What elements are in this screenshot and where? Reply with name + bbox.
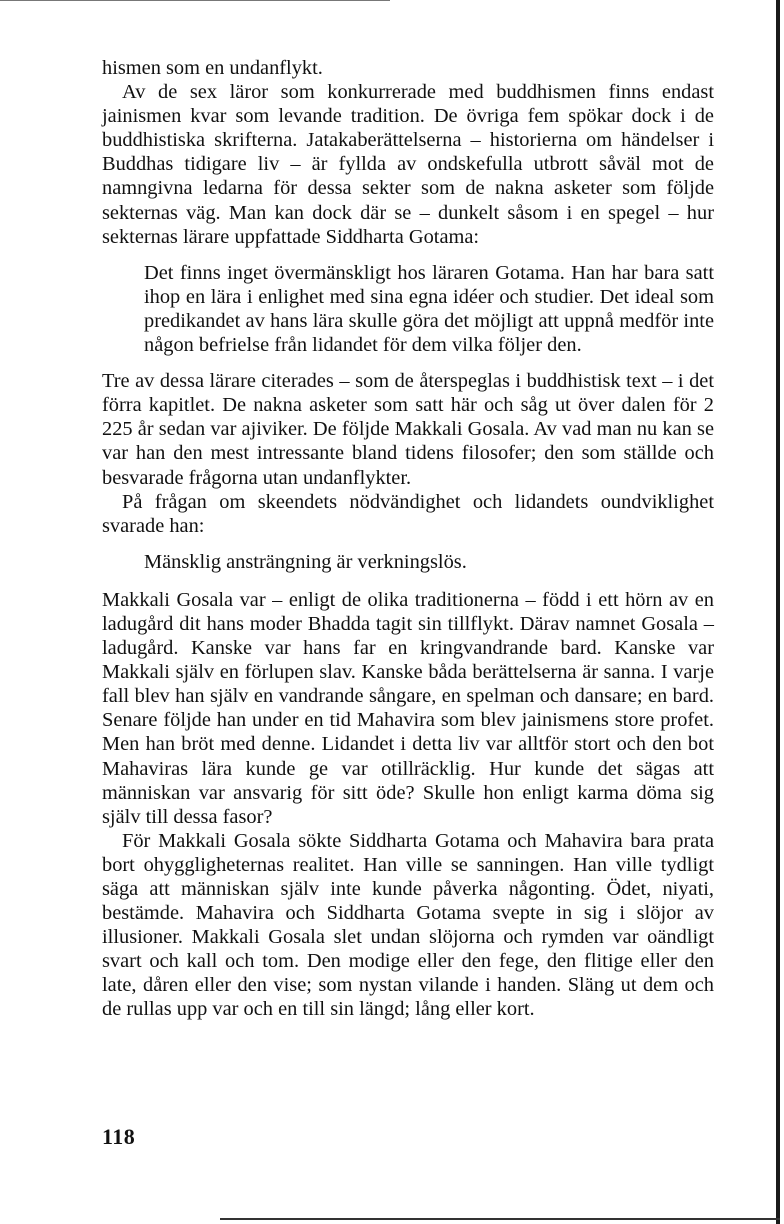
page-right-edge: [776, 0, 780, 1224]
paragraph-question: På frågan om skeendets nödvändighet och lidandets oundviklighet svarade han:: [102, 490, 714, 537]
paragraph-six-teachings: Av de sex läror som konkurrerade med buddhismen finns endast jainismen kvar som levande tradition. De övriga fem spökar dock i de buddhistiska skrifterna. Jatakaberättelserna – historierna om händelser i Buddhas tidigare liv – är fyllda av ondskefulla utbrott såväl mot de namngivna ledarna för dessa sekter som de nakna asketer som följde sekternas väg. Man kan dock där se – dunkelt såsom i en spegel – hur sekternas lärare uppfattade Siddharta Gotama:: [102, 81, 714, 248]
page-bottom-edge: [220, 1218, 780, 1220]
paragraph-continuation: hismen som en undanflykt.: [102, 57, 323, 79]
block-quote-gotama: Det finns inget övermänskligt hos läraren Gotama. Han har bara satt ihop en lära i enlighet med sina egna idéer och studier. Det ideal som predikandet av hans lära skulle göra det möjligt att uppnå medför inte någon befrielse från lidandet för dem vilka följer den.: [144, 261, 714, 357]
paragraph-three-teachers: Tre av dessa lärare citerades – som de återspeglas i buddhistisk text – i det förra kapitlet. De nakna asketer som satt här och såg ut över dalen för 2 225 år sedan var ajiviker. De följde Makkali Gosala. Av vad man nu kan se var han den mest intressante bland tidens filosofer; den som ställde och besvarade frågorna utan undanflykter.: [102, 370, 714, 489]
block-quote-effort: Mänsklig ansträngning är verkningslös.: [144, 550, 467, 573]
paragraph-makkali-origin: Makkali Gosala var – enligt de olika traditionerna – född i ett hörn av en ladugård dit hans moder Bhadda tagit sin tillflykt. Därav namnet Gosala – ladugård. Kanske var hans far en kringvandrande bard. Kanske var Makkali själv en förlupen slav. Kanske båda berättelserna är sanna. I varje fall blev han själv en vandrande sångare, en spelman och dansare; en bard. Senare följde han under en tid Mahavira som blev jainismens store profet. Men han bröt med denne. Lidandet i detta liv var alltför stort och den bot Mahaviras lära kunde ge var otillräcklig. Hur kunde det sägas att människan var ansvarig för sitt öde? Skulle hon enligt karma döma sig själv till dessa fasor?: [102, 588, 714, 828]
body-text: [102, 56, 714, 1022]
paragraph-makkali-truth: För Makkali Gosala sökte Siddharta Gotama och Mahavira bara prata bort ohyggligheternas realitet. Han ville se sanningen. Han ville tydligt säga att människan själv inte kunde påverka någonting. Ödet, niyati, bestämde. Mahavira och Siddharta Gotama svepte in sig i slöjor av illusioner. Makkali Gosala slet undan slöjorna och rymden var oändligt svart och kall och tom. Den modige eller den fege, den flitige eller den late, dåren eller den vise; som nystan vilande i handen. Släng ut dem och de rullas upp var och en till sin längd; lång eller kort.: [102, 829, 714, 1021]
page-top-edge: [0, 0, 390, 1]
page-number: 118: [102, 1124, 136, 1149]
